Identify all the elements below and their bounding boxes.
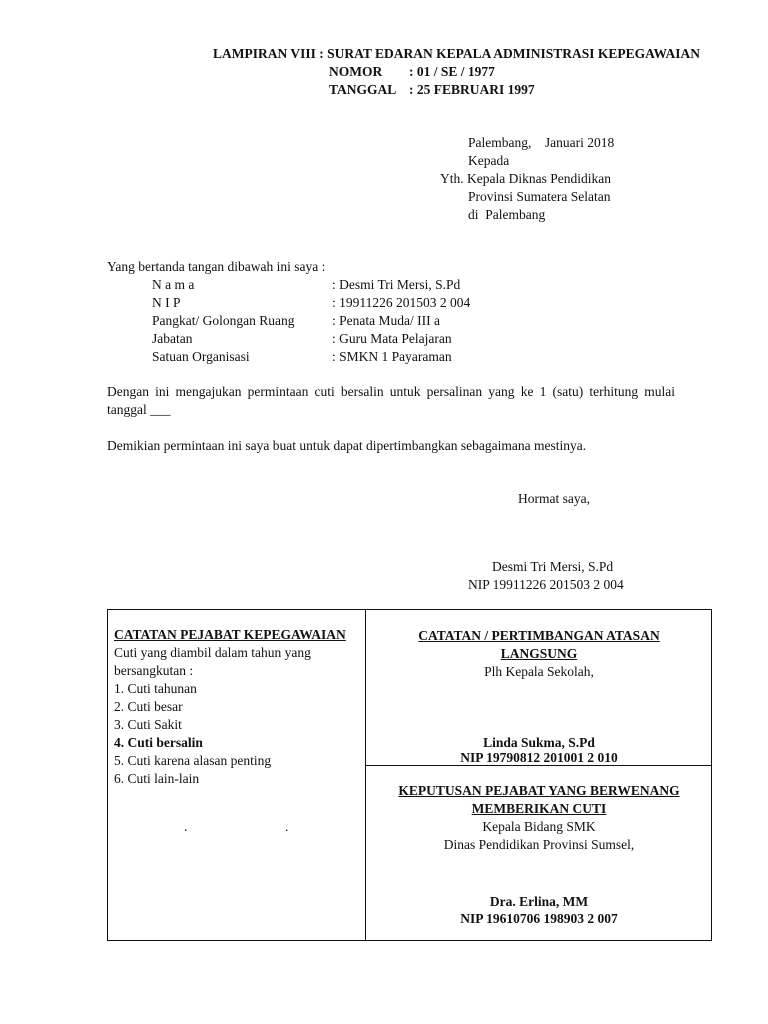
list-item: 4. Cuti bersalin bbox=[114, 735, 203, 750]
keputusan-nip: NIP 19610706 198903 2 007 bbox=[460, 911, 618, 926]
signer-nip: NIP 19911226 201503 2 004 bbox=[468, 577, 624, 592]
catatan-kepegawaian-title: CATATAN PEJABAT KEPEGAWAIAN bbox=[114, 627, 346, 642]
header-tanggal bbox=[329, 81, 535, 99]
nomor-value: : 01 / SE / 1977 bbox=[409, 64, 495, 79]
place-date: Palembang, Januari 2018 bbox=[468, 135, 615, 150]
recipient-yth: Yth. Kepala Diknas Pendidikan bbox=[440, 171, 611, 186]
atasan-name: Linda Sukma, S.Pd bbox=[483, 735, 595, 750]
field-nama bbox=[152, 276, 460, 294]
keputusan-title-line1: KEPUTUSAN PEJABAT YANG BERWENANG bbox=[398, 783, 680, 798]
field-label: N I P bbox=[152, 295, 181, 310]
signer-name: Desmi Tri Mersi, S.Pd bbox=[492, 559, 614, 574]
keputusan-title-line2: MEMBERIKAN CUTI bbox=[471, 801, 607, 816]
field-value: : 19911226 201503 2 004 bbox=[332, 295, 471, 310]
field-satuan bbox=[152, 348, 452, 366]
catatan-desc-line2: bersangkutan : bbox=[114, 663, 194, 678]
tanggal-label: TANGGAL bbox=[329, 82, 397, 97]
keputusan-name: Dra. Erlina, MM bbox=[489, 894, 589, 909]
list-item: 1. Cuti tahunan bbox=[114, 681, 197, 696]
right-top-cell-atasan bbox=[366, 627, 712, 681]
left-cell-catatan-kepegawaian bbox=[114, 626, 359, 788]
atasan-nip: NIP 19790812 201001 2 010 bbox=[460, 750, 618, 765]
recipient-city: di Palembang bbox=[468, 207, 546, 222]
request-paragraph: Dengan ini mengajukan permintaan cuti bersalin untuk persalinan yang ke 1 (satu) terhitung mulai tanggal ___ bbox=[107, 384, 675, 417]
field-value: : Guru Mata Pelajaran bbox=[332, 331, 452, 346]
list-item: 2. Cuti besar bbox=[114, 699, 183, 714]
field-nip bbox=[152, 294, 470, 312]
field-label: Satuan Organisasi bbox=[152, 349, 250, 364]
field-value: : SMKN 1 Payaraman bbox=[332, 349, 452, 364]
header-nomor bbox=[329, 63, 495, 81]
intro-text: Yang bertanda tangan dibawah ini saya : bbox=[107, 259, 326, 274]
atasan-title-line2: LANGSUNG bbox=[500, 646, 578, 661]
keputusan-role1: Kepala Bidang SMK bbox=[482, 819, 596, 834]
closing-greeting: Hormat saya, bbox=[518, 491, 590, 506]
field-label: N a m a bbox=[152, 277, 195, 292]
recipient-province: Provinsi Sumatera Selatan bbox=[468, 189, 611, 204]
tanggal-value: : 25 FEBRUARI 1997 bbox=[409, 82, 535, 97]
atasan-role: Plh Kepala Sekolah, bbox=[484, 664, 594, 679]
field-value: : Penata Muda/ III a bbox=[332, 313, 440, 328]
list-item: 5. Cuti karena alasan penting bbox=[114, 753, 272, 768]
field-jabatan bbox=[152, 330, 452, 348]
nomor-label: NOMOR bbox=[329, 64, 383, 79]
catatan-desc-line1: Cuti yang diambil dalam tahun yang bbox=[114, 645, 311, 660]
list-item: 3. Cuti Sakit bbox=[114, 717, 182, 732]
header-title: LAMPIRAN VIII : SURAT EDARAN KEPALA ADMINISTRASI KEPEGAWAIAN bbox=[213, 46, 700, 61]
field-pangkat bbox=[152, 312, 440, 330]
keputusan-role2: Dinas Pendidikan Provinsi Sumsel, bbox=[443, 837, 635, 852]
right-bottom-cell-keputusan bbox=[366, 782, 712, 854]
field-label: Pangkat/ Golongan Ruang bbox=[152, 313, 295, 328]
list-item: 6. Cuti lain-lain bbox=[114, 771, 200, 786]
dot-mark: . bbox=[285, 819, 289, 834]
dot-mark: . bbox=[184, 819, 188, 834]
closing-paragraph: Demikian permintaan ini saya buat untuk dapat dipertimbangkan sebagaimana mestinya. bbox=[107, 438, 587, 453]
field-label: Jabatan bbox=[152, 331, 193, 346]
leave-type-list bbox=[114, 680, 359, 788]
atasan-title-line1: CATATAN / PERTIMBANGAN ATASAN bbox=[418, 628, 660, 643]
field-value: : Desmi Tri Mersi, S.Pd bbox=[332, 277, 461, 292]
kepada-text: Kepada bbox=[468, 153, 510, 168]
